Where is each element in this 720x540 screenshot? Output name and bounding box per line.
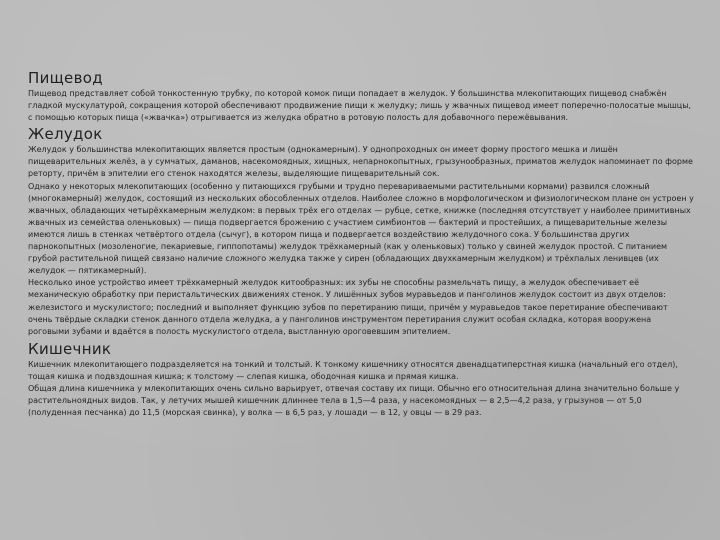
heading-esophagus: Пищевод — [28, 69, 103, 87]
paragraph-stomach-3: Несколько иное устройство имеет трёхкамерный желудок китообразных: их зубы не способны размельчать пищу, а желудок обеспечивает её механическую обработку при перистальтических движениях стенок. У лишённых зубов муравьедов и панголинов желудок состоит из двух отделов: железистого и мускулистого; последний и выполняет функцию зубов по перетиранию пищи, причём у муравьедов такое перетирание обеспечивают очень твёрдые складки стенок данного отдела желудка, а у панголинов инструментом перетирания служит особая складка, которая вооружена роговыми зубами и вдаётся в полость мускулистого отдела, выстланную ороговевшим эпителием. — [28, 278, 668, 336]
paragraph-esophagus: Пищевод представляет собой тонкостенную трубку, по которой комок пищи попадает в желудок. У большинства млекопитающих пищевод снабжён гладкой мускулатурой, сокращения которой обеспечивают продвижение пищи к желудку; лишь у жвачных пищевод имеет поперечно-полосатые мышцы, с помощью которых пища («жвачка») отрыгивается из желудка обратно в ротовую полость для добавочного пережёвывания. — [28, 89, 692, 123]
heading-stomach: Желудок — [28, 125, 103, 144]
paragraph-intestine-1: Кишечник млекопитающего подразделяется на тонкий и толстый. К тонкому кишечнику относятся двенадцатиперстная кишка (начальный его отдел), тощая кишка и подвздошная кишка; к толстому — слепая кишка, ободочная кишка и прямая кишка. — [28, 359, 678, 381]
paragraph-intestine-2: Общая длина кишечника у млекопитающих очень сильно варьирует, отвечая составу их пищи. Обычно его относительная длина значительно больше у растительноядных видов. Так, у летучих мышей кишечник длиннее тела в 1,5—4 раза, у насекомоядных — в 2,5—4,2 раза, у грызунов — от 5,0 (полуденная песчанка) до 11,5 (морская свинка), у волка — в 6,5 раз, у лошади — в 12, у овцы — в 29 раз. — [28, 383, 680, 418]
heading-intestine: Кишечник — [28, 339, 112, 358]
paragraph-stomach-1: Желудок у большинства млекопитающих является простым (однокамерным). У однопроходных он имеет форму простого мешка и лишён пищеварительных желёз, а у сумчатых, даманов, насекомоядных, хищных, непарнокопытных, грызунообразных, приматов желудок напоминает по форме реторту, причём в эпителии его стенок находятся железы, выделяющие пищеварительный сок. — [28, 145, 693, 179]
paragraph-stomach-2: Однако у некоторых млекопитающих (особенно у питающихся грубыми и трудно перевариваемыми растительными кормами) развился сложный (многокамерный) желудок, состоящий из нескольких обособленных отделов. Наиболее сложно в морфологическом и физиологическом плане он устроен у жвачных, обладающих четырёхкамерным желудком: в первых трёх его отделах — рубце, сетке, книжке (последняя отсутствует у наиболее примитивных жвачных из семейства оленьковых) — пища подвергается брожению с участием симбионтов — бактерий и простейших, а пищеварительные железы имеются лишь в стенках четвёртого отдела (сычуг), в котором пища и подвергается воздействию желудочного сока. У большинства других парнокопытных (мозоленогие, пекариевые, гиппопотамы) желудок трёхкамерный (как у оленьковых) только у свиней желудок простой. С питанием грубой растительной пищей связано наличие сложного желудка также у сирен (обладающих двухкамерным желудком) и трёхпалых ленивцев (их желудок — пятикамерный). — [28, 181, 694, 276]
slide-content — [28, 70, 694, 419]
